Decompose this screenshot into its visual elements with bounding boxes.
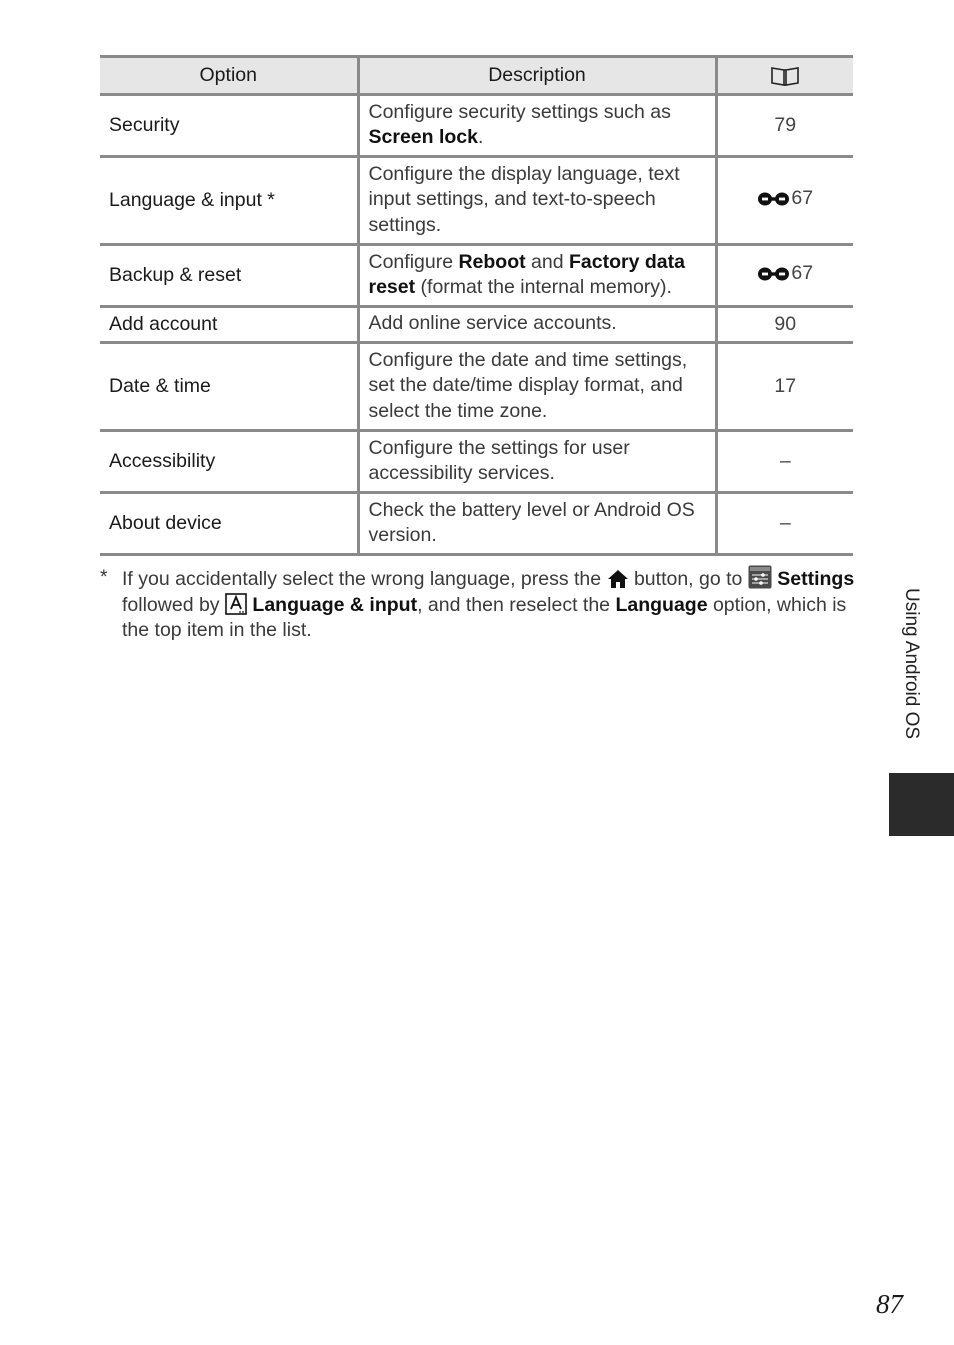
section-side-label: Using Android OS (901, 588, 922, 740)
description-text: (format the internal memory). (415, 276, 672, 298)
table-row (100, 95, 853, 157)
home-icon (607, 569, 629, 589)
settings-icon (748, 565, 772, 589)
description-text: Configure the display language, text input settings, and text-to-speech settings. (368, 162, 680, 236)
option-description (358, 431, 716, 493)
page-reference-wrap (774, 312, 796, 338)
option-name: About device (100, 493, 358, 555)
option-description (358, 95, 716, 157)
page-reference (716, 431, 853, 493)
page-reference (716, 343, 853, 431)
page-reference (716, 157, 853, 245)
table-row (100, 245, 853, 307)
description-emphasis: Screen lock (368, 126, 478, 148)
option-description (358, 343, 716, 431)
page-reference-wrap (757, 186, 813, 212)
page-reference (716, 493, 853, 555)
page-reference (716, 95, 853, 157)
page-reference-number: 67 (791, 262, 814, 285)
option-description (358, 157, 716, 245)
description-text: Check the battery level or Android OS version. (368, 498, 695, 546)
language-input-icon (225, 593, 247, 615)
table-row (100, 343, 853, 431)
table-row (100, 431, 853, 493)
page-reference (716, 307, 853, 343)
description-text: Configure security settings such as (368, 100, 671, 123)
table-row (100, 493, 853, 555)
header-reference (716, 57, 853, 95)
option-name: Language & input * (100, 157, 358, 245)
book-icon (770, 65, 800, 87)
option-name: Security (100, 95, 358, 157)
page-number: 87 (876, 1289, 903, 1319)
description-text: and (525, 250, 569, 273)
footnote-text: If you accidentally select the wrong language, press the button, go to Settings followed by Language & input, and then reselect the Language option, which is the top item in the list. (122, 565, 860, 644)
page-reference-number: 67 (791, 187, 814, 210)
description-text: Configure (368, 250, 459, 273)
option-name: Backup & reset (100, 245, 358, 307)
reference-section-icon (757, 191, 790, 207)
page-reference-wrap (780, 511, 791, 537)
header-option: Option (100, 57, 358, 95)
page-reference-wrap (774, 374, 796, 400)
description-text: Add online service accounts. (368, 312, 617, 335)
reference-section-icon (757, 266, 790, 282)
description-emphasis: Factory data reset (368, 250, 685, 298)
description-text: . (477, 126, 484, 148)
page-reference-number: 90 (774, 312, 797, 335)
page-reference-number: 17 (774, 374, 797, 397)
option-description (358, 245, 716, 307)
footnote (100, 565, 860, 644)
page-reference-number: – (779, 511, 791, 534)
page-reference (716, 245, 853, 307)
description-text: Configure the settings for user accessibility services. (368, 436, 630, 484)
table-row (100, 307, 853, 343)
description-emphasis: Reboot (458, 250, 526, 273)
header-description: Description (358, 57, 716, 95)
footnote-marker: * (100, 566, 108, 588)
description-text: Configure the date and time settings, set the date/time display format, and select the time zone. (368, 348, 688, 422)
table-header-row (100, 57, 853, 95)
option-description (358, 307, 716, 343)
option-name: Add account (100, 307, 358, 343)
page-reference-number: 79 (774, 113, 797, 136)
section-tab-marker (889, 773, 954, 836)
table-row (100, 157, 853, 245)
page-reference-wrap (780, 449, 791, 475)
option-description (358, 493, 716, 555)
options-table (100, 55, 853, 556)
option-name: Accessibility (100, 431, 358, 493)
option-name: Date & time (100, 343, 358, 431)
page-reference-wrap (774, 113, 796, 139)
page-reference-wrap (757, 261, 813, 287)
page-reference-number: – (779, 449, 791, 472)
